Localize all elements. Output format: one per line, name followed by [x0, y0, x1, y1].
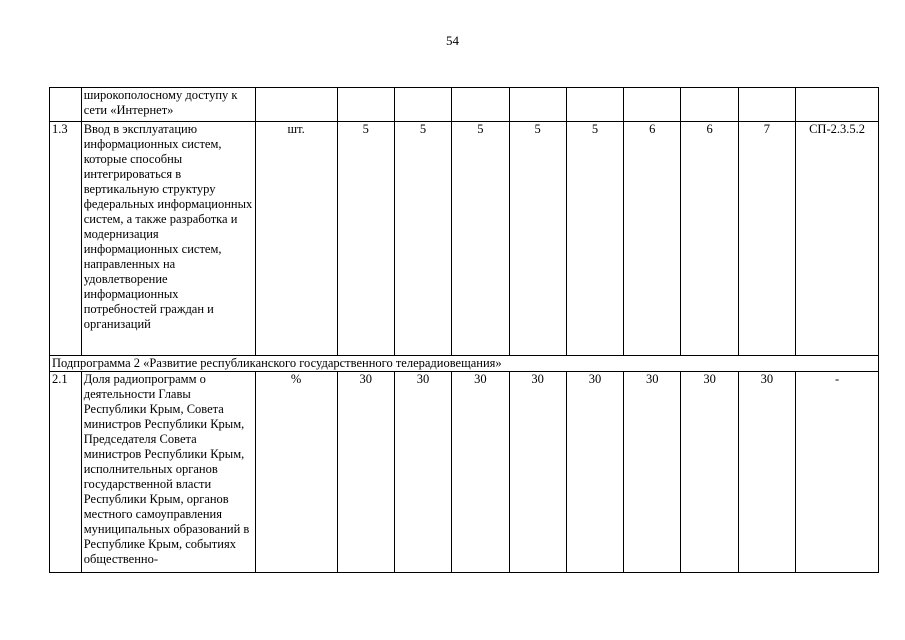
source-cell: СП-2.3.5.2 — [796, 122, 879, 356]
value-cell: 30 — [566, 372, 623, 573]
value-cell — [624, 88, 681, 122]
value-cell: 30 — [452, 372, 509, 573]
table-row — [50, 88, 879, 122]
indicator-name: широкополосному доступу к сети «Интернет» — [81, 88, 255, 122]
value-cell: 6 — [681, 122, 738, 356]
value-cell — [394, 88, 451, 122]
subprogram-row — [50, 356, 879, 372]
value-cell: 5 — [509, 122, 566, 356]
value-cell: 30 — [337, 372, 394, 573]
value-cell: 30 — [509, 372, 566, 573]
value-cell: 30 — [738, 372, 795, 573]
row-number: 2.1 — [50, 372, 82, 573]
subprogram-title: Подпрограмма 2 «Развитие республиканского государственного телерадиовещания» — [50, 356, 879, 372]
table-row — [50, 122, 879, 356]
unit-cell: шт. — [255, 122, 337, 356]
value-cell: 5 — [452, 122, 509, 356]
unit-cell — [255, 88, 337, 122]
value-cell — [566, 88, 623, 122]
table-row — [50, 372, 879, 573]
indicator-name: Доля радиопрограмм о деятельности Главы Республики Крым, Совета министров Республики Крым, Председателя Совета министров Республики Крым, исполнительных органов государственной власти Республики Крым, органов местного самоуправления муниципальных образований в Республике Крым, событиях общественно- — [81, 372, 255, 573]
value-cell — [452, 88, 509, 122]
value-cell: 5 — [566, 122, 623, 356]
row-number: 1.3 — [50, 122, 82, 356]
indicator-name: Ввод в эксплуатацию информационных систем, которые способны интегрироваться в вертикальную структуру федеральных информационных систем, а также разработка и модернизация информационных систем, направленных на удовлетворение информационных потребностей граждан и организаций — [81, 122, 255, 356]
indicator-table — [49, 87, 879, 573]
value-cell: 5 — [337, 122, 394, 356]
value-cell — [681, 88, 738, 122]
value-cell: 30 — [681, 372, 738, 573]
value-cell: 6 — [624, 122, 681, 356]
value-cell: 30 — [394, 372, 451, 573]
value-cell — [509, 88, 566, 122]
value-cell: 30 — [624, 372, 681, 573]
source-cell: - — [796, 372, 879, 573]
value-cell: 7 — [738, 122, 795, 356]
value-cell — [738, 88, 795, 122]
source-cell — [796, 88, 879, 122]
value-cell — [337, 88, 394, 122]
value-cell: 5 — [394, 122, 451, 356]
row-number — [50, 88, 82, 122]
unit-cell: % — [255, 372, 337, 573]
page-number: 54 — [446, 33, 459, 48]
